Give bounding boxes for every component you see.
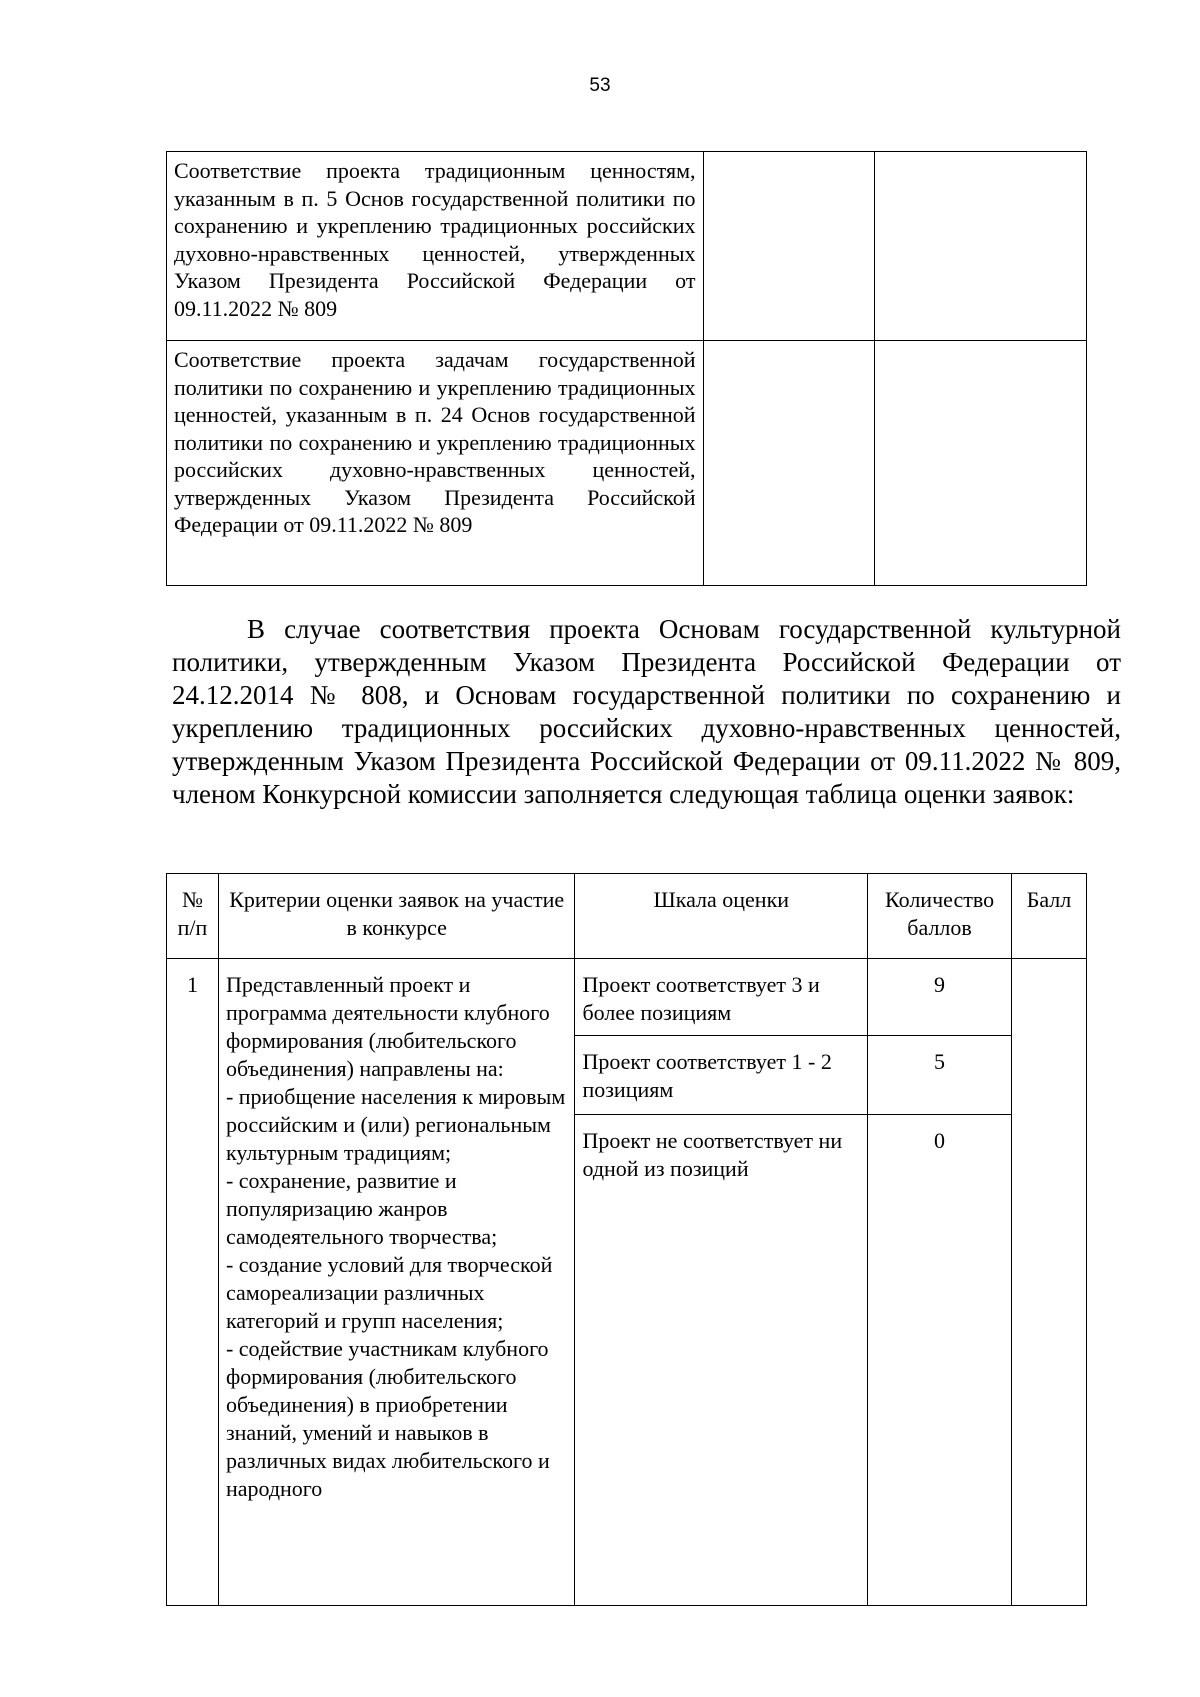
points-cell: 0 [868,1115,1012,1606]
page-number: 53 [589,75,611,96]
criteria-cell [218,959,575,1606]
empty-cell [875,341,1087,586]
criteria-line: - создание условий для творческой самореализации различных категорий и групп населения; [225,1252,553,1333]
empty-cell [703,152,875,341]
header-criteria: Критерии оценки заявок на участие в конкурсе [218,874,575,959]
table-row [167,341,1087,586]
table-row [167,959,1087,1036]
criteria-line: - приобщение населения к мировым российским и (или) региональным культурным традициям; [225,1084,566,1165]
header-num: № п/п [167,874,219,959]
points-cell: 9 [868,959,1012,1036]
score-cell [1012,959,1087,1606]
criterion-text: Соответствие проекта задачам государственной политики по сохранению и укреплению традиционных ценностей, указанным в п. 24 Основ государственной политики по сохранению и укреплению традиционных российских духовно-нравственных ценностей, утвержденных Указом Президента Российской Федерации от 09.11.2022 № 809 [174,347,696,537]
criteria-continuation-table [166,151,1087,586]
criterion-text: Соответствие проекта традиционным ценностям, указанным в п. 5 Основ государственной политики по сохранению и укреплению традиционных российских духовно-нравственных ценностей, утвержденных Указом Президента Российской Федерации от 09.11.2022 № 809 [174,158,696,321]
empty-cell [703,341,875,586]
header-score: Балл [1012,874,1087,959]
table-header-row [167,874,1087,959]
paragraph-text: В случае соответствия проекта Основам государственной культурной политики, утвержденным Указом Президента Российской Федерации от 24.12.2014 № 808, и Основам государственной политики по сохранению и укреплению традиционных российских духовно-нравственных ценностей, утвержденным Указом Президента Российской Федерации от 09.11.2022 № 809, членом Конкурсной комиссии заполняется следующая таблица оценки заявок: [172,614,1121,809]
criterion-cell [167,152,704,341]
scale-cell: Проект не соответствует ни одной из позиций [575,1115,868,1606]
scale-cell: Проект соответствует 1 - 2 позициям [575,1036,868,1115]
criteria-line: - сохранение, развитие и популяризацию жанров самодеятельного творчества; [225,1168,498,1249]
scale-cell: Проект соответствует 3 и более позициям [575,959,868,1036]
empty-cell [875,152,1087,341]
row-number: 1 [167,959,219,1606]
header-scale: Шкала оценки [575,874,868,959]
evaluation-table [166,873,1087,1606]
header-points: Количество баллов [868,874,1012,959]
points-cell: 5 [868,1036,1012,1115]
criterion-cell [167,341,704,586]
criteria-line: - содействие участникам клубного формирования (любительского объединения) в приобретении знаний, умений и навыков в различных видах любительского и народного [225,1336,550,1501]
table-row [167,152,1087,341]
criteria-line: Представленный проект и программа деятельности клубного формирования (любительского объединения) направлены на: [225,972,550,1081]
body-paragraph [172,613,1121,811]
